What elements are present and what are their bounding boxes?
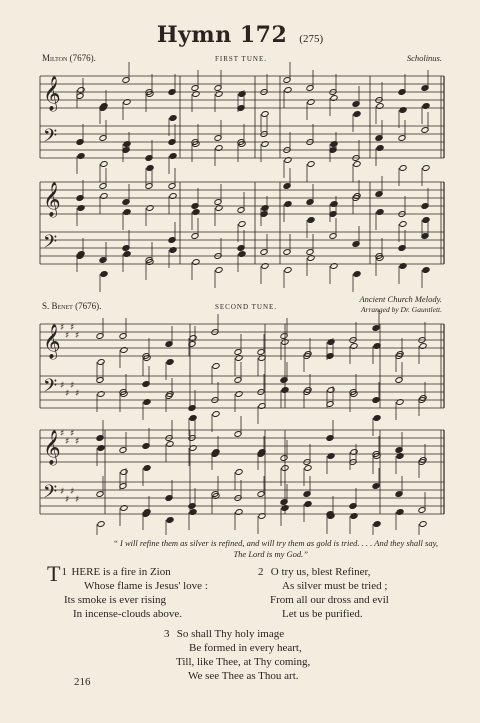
sharp-icon: ♯: [60, 487, 65, 497]
tune2-label: SECOND TUNE.: [215, 303, 278, 311]
tune1-label: FIRST TUNE.: [215, 55, 267, 63]
verse-1-line-1: HERE is a fire in Zion: [71, 566, 171, 578]
verse-3-line-1: So shall Thy holy image: [176, 628, 285, 640]
note-head: [238, 221, 246, 228]
note-head: [169, 115, 177, 122]
quote-line-1: “ I will refine them as silver is refined, and will try them as gold is tried. . . . And they shall say,: [113, 538, 438, 548]
note-head: [373, 521, 381, 528]
note-head: [353, 161, 361, 168]
sharp-icon: ♯: [65, 389, 70, 399]
treble-clef-icon: 𝄞: [43, 430, 61, 465]
note-head: [261, 111, 269, 118]
hymn-alt-number: (275): [299, 33, 324, 45]
tune1-name: Milton (7676).: [42, 53, 96, 63]
verse-3-line-4: We see Thee as Thou art.: [188, 670, 299, 682]
note-head: [353, 111, 361, 118]
note-head: [189, 415, 197, 422]
sharp-icon: ♯: [60, 429, 65, 439]
treble-clef-icon: 𝄞: [43, 76, 61, 111]
note-head: [307, 161, 315, 168]
verse-2-line-3: From all our dross and evil: [270, 594, 389, 606]
verse-3-line-3: Till, like Thee, at Thy coming,: [176, 656, 311, 668]
note-head: [100, 161, 108, 168]
sharp-icon: ♯: [70, 487, 75, 497]
verse-2-line-4: Let us be purified.: [282, 608, 363, 620]
note-head: [97, 359, 105, 366]
note-head: [212, 411, 220, 418]
treble-clef-icon: 𝄞: [43, 182, 61, 217]
note-head: [353, 271, 361, 278]
verse-3-number: 3: [164, 628, 170, 640]
note-head: [284, 267, 292, 274]
quote-line-2: The Lord is my God.”: [233, 549, 308, 559]
verse-3: [164, 627, 384, 683]
note-head: [143, 465, 151, 472]
verse-1-number: 1: [61, 566, 67, 578]
music-notes: [76, 62, 430, 535]
note-head: [422, 217, 430, 224]
verse-1: [47, 561, 247, 621]
sharp-icon: ♯: [75, 495, 80, 505]
note-head: [215, 267, 223, 274]
note-head: [399, 165, 407, 172]
note-head: [120, 469, 128, 476]
verse-1-line-3: Its smoke is ever rising: [64, 594, 167, 606]
sharp-icon: ♯: [75, 389, 80, 399]
sharp-icon: ♯: [60, 381, 65, 391]
note-head: [422, 165, 430, 172]
tune2-name: S. Benet (7676).: [42, 301, 102, 311]
note-head: [97, 521, 105, 528]
verse-1-line-2: Whose flame is Jesus' love :: [84, 580, 208, 592]
sharp-icon: ♯: [65, 495, 70, 505]
note-head: [304, 465, 312, 472]
sharp-icon: ♯: [65, 331, 70, 341]
tune2-arranger: Arranged by Dr. Gauntlett.: [360, 305, 442, 314]
note-head: [373, 415, 381, 422]
bass-clef-icon: 𝄢: [43, 232, 58, 257]
verse-2: [258, 565, 458, 621]
bass-clef-icon: 𝄢: [43, 482, 58, 507]
verse-1-dropcap: T: [47, 561, 61, 586]
sharp-icon: ♯: [70, 381, 75, 391]
note-head: [100, 271, 108, 278]
note-head: [399, 221, 407, 228]
sharp-icon: ♯: [65, 437, 70, 447]
note-head: [419, 521, 427, 528]
sharp-icon: ♯: [70, 323, 75, 333]
verse-1-line-4: In incense-clouds above.: [73, 608, 183, 620]
sharp-icon: ♯: [75, 331, 80, 341]
tune2-composer: Ancient Church Melody.: [359, 294, 442, 304]
verse-2-line-1: O try us, blest Refiner,: [270, 566, 371, 578]
sharp-icon: ♯: [75, 437, 80, 447]
note-head: [212, 363, 220, 370]
tune1-composer: Scholinus.: [406, 53, 442, 63]
note-head: [146, 165, 154, 172]
scripture-quote: [50, 538, 438, 560]
note-head: [235, 469, 243, 476]
note-head: [307, 217, 315, 224]
sharp-icon: ♯: [70, 429, 75, 439]
hymn-title-text: Hymn 172: [156, 22, 288, 48]
bass-clef-icon: 𝄢: [43, 376, 58, 401]
verse-2-line-2: As silver must be tried ;: [282, 580, 388, 592]
sharp-icon: ♯: [60, 323, 65, 333]
bass-clef-icon: 𝄢: [43, 126, 58, 151]
page-number: 216: [74, 676, 91, 688]
verse-2-number: 2: [258, 566, 264, 578]
note-head: [422, 267, 430, 274]
note-head: [166, 359, 174, 366]
treble-clef-icon: 𝄞: [43, 324, 61, 359]
note-head: [166, 517, 174, 524]
verse-3-line-2: Be formed in every heart,: [189, 642, 302, 654]
